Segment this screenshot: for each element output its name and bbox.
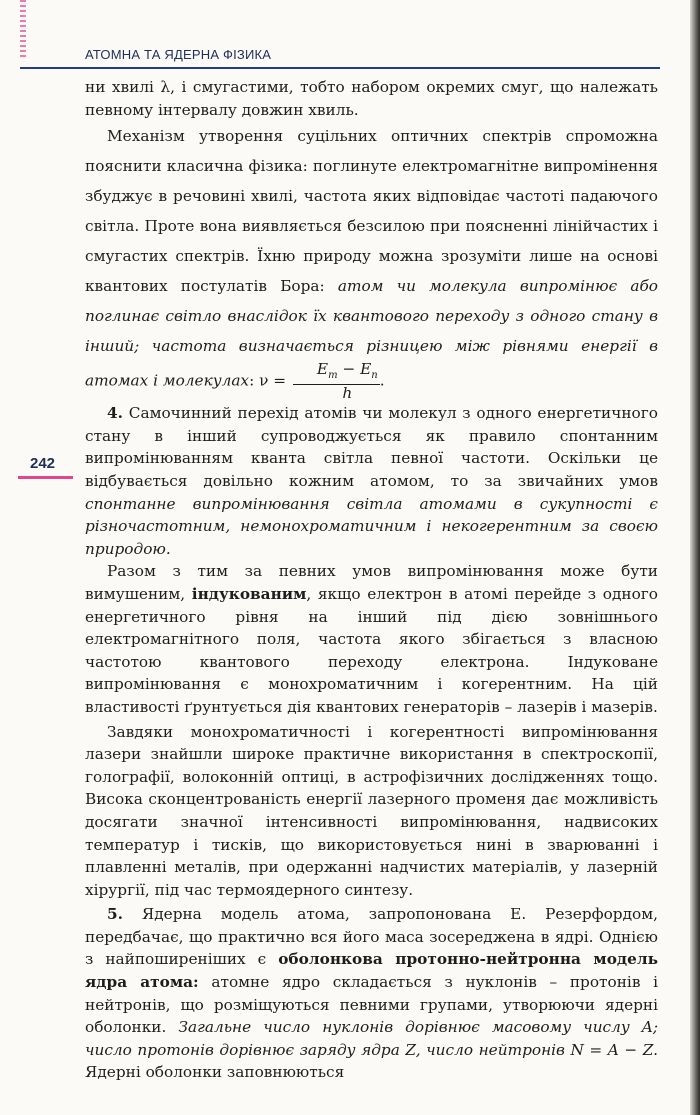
paragraph-1-text: ни хвилі λ, і смугастими, тобто набором окремих смуг, що належать певному інтервалу довжин хвиль. xyxy=(85,78,658,119)
paragraph-1 xyxy=(85,76,658,121)
paragraph-6-end: Ядерні оболонки заповнюються xyxy=(85,1063,345,1082)
induced-term-bold: індукованим xyxy=(191,584,307,603)
running-header: АТОМНА ТА ЯДЕРНА ФІЗИКА xyxy=(85,47,272,62)
page-number-rule xyxy=(18,476,73,479)
bohr-postulate-italic: атом чи молекула випромінює або поглинає світло внаслідок їх квантового переходу з одного стану в інший; частота визначається різницею між рівнями енергії в атомах і молекулах xyxy=(85,277,658,390)
book-spine-edge xyxy=(690,0,700,1115)
paragraph-3 xyxy=(85,402,658,560)
formula-em: E xyxy=(316,360,329,379)
frequency-formula xyxy=(293,361,380,402)
paragraph-2-text: Механізм утворення суцільних оптичних спектрів спроможна пояснити класична фізика: поглинуте електромагнітне випромінення збуджує в речовині хвилі, частота яких відповідає частоті падаючого світла. Проте вона виявляється безсилою при поясненні лінійчастих і смугастих спектрів. Їхню природу можна зрозуміти лише на основі квантових постулатів Бора: xyxy=(85,127,658,296)
spontaneous-emission-italic: спонтанне випромінювання світла атомами в сукупності є різночастотним, немонохроматичним і некогерентним за своєю природою. xyxy=(85,494,658,558)
section-number-4: 4. xyxy=(107,404,123,423)
body-text xyxy=(85,76,658,1084)
formula-sub-m: m xyxy=(328,370,338,382)
paragraph-6-middle: атомне ядро складається з нуклонів – протонів і нейтронів, що розміщуються певними групами, утворюючи ядерні оболонки. xyxy=(85,973,658,1037)
paragraph-5 xyxy=(85,721,658,902)
page-edge-marks xyxy=(20,0,26,60)
formula-en: − E xyxy=(337,360,372,379)
paragraph-4-text: Разом з тим за певних умов випромінювання може бути вимушеним, xyxy=(85,562,658,603)
nucleon-numbers-italic: Загальне число нуклонів дорівнює масовому числу A; число протонів дорівнює заряду ядра Z, число нейтронів N = A − Z. xyxy=(85,1018,658,1059)
shell-model-bold: оболонкова протонно-нейтронна модель ядра атома: xyxy=(85,950,658,992)
formula-planck: h xyxy=(342,384,353,403)
section-number-5: 5. xyxy=(107,905,123,924)
paragraph-5-text: Завдяки монохроматичності і когерентності випромінювання лазери знайшли широке практичне використання в спектроскопії, голографії, волоконній оптиці, в астрофізичних дослідженнях тощо. Висока сконцентрованість енергії лазерного променя дає можливість досягати значної інтенсивності випромінювання, надвисоких температур і тисків, що використовується нині в зварюванні і плавленні металів, при одержанні надчистих матеріалів, у лазерній хірургії, під час термоядерного синтезу. xyxy=(85,722,658,899)
paragraph-2 xyxy=(85,121,658,402)
paragraph-4-rest: , якщо електрон в атомі перейде з одного енергетичного рівня на інший під дією зовнішнього електромагнітного поля, частота якого збігається з власною частотою квантового переходу електрона. Індуковане випромінювання є монохроматичним і когерентним. На цій властивості ґрунтується дія квантових генераторів – лазерів і мазерів. xyxy=(85,584,658,716)
formula-period: . xyxy=(379,371,385,390)
frequency-label: : ν = xyxy=(249,371,291,390)
header-rule xyxy=(20,67,660,69)
paragraph-6 xyxy=(85,903,658,1084)
paragraph-4 xyxy=(85,560,658,718)
page-number: 242 xyxy=(30,455,56,472)
formula-sub-n: n xyxy=(371,370,378,382)
paragraph-6-text: Ядерна модель атома, запропонована Е. Резерфордом, передбачає, що практично вся його маса зосереджена в ядрі. Однією з найпоширеніших є xyxy=(85,905,658,969)
paragraph-3-text: Самочинний перехід атомів чи молекул з одного енергетичного стану в інший супроводжується як правило спонтанним випромінюванням кванта світла певної частоти. Оскільки це відбувається довільно кожним атомом, то за звичайних умов xyxy=(85,404,658,491)
